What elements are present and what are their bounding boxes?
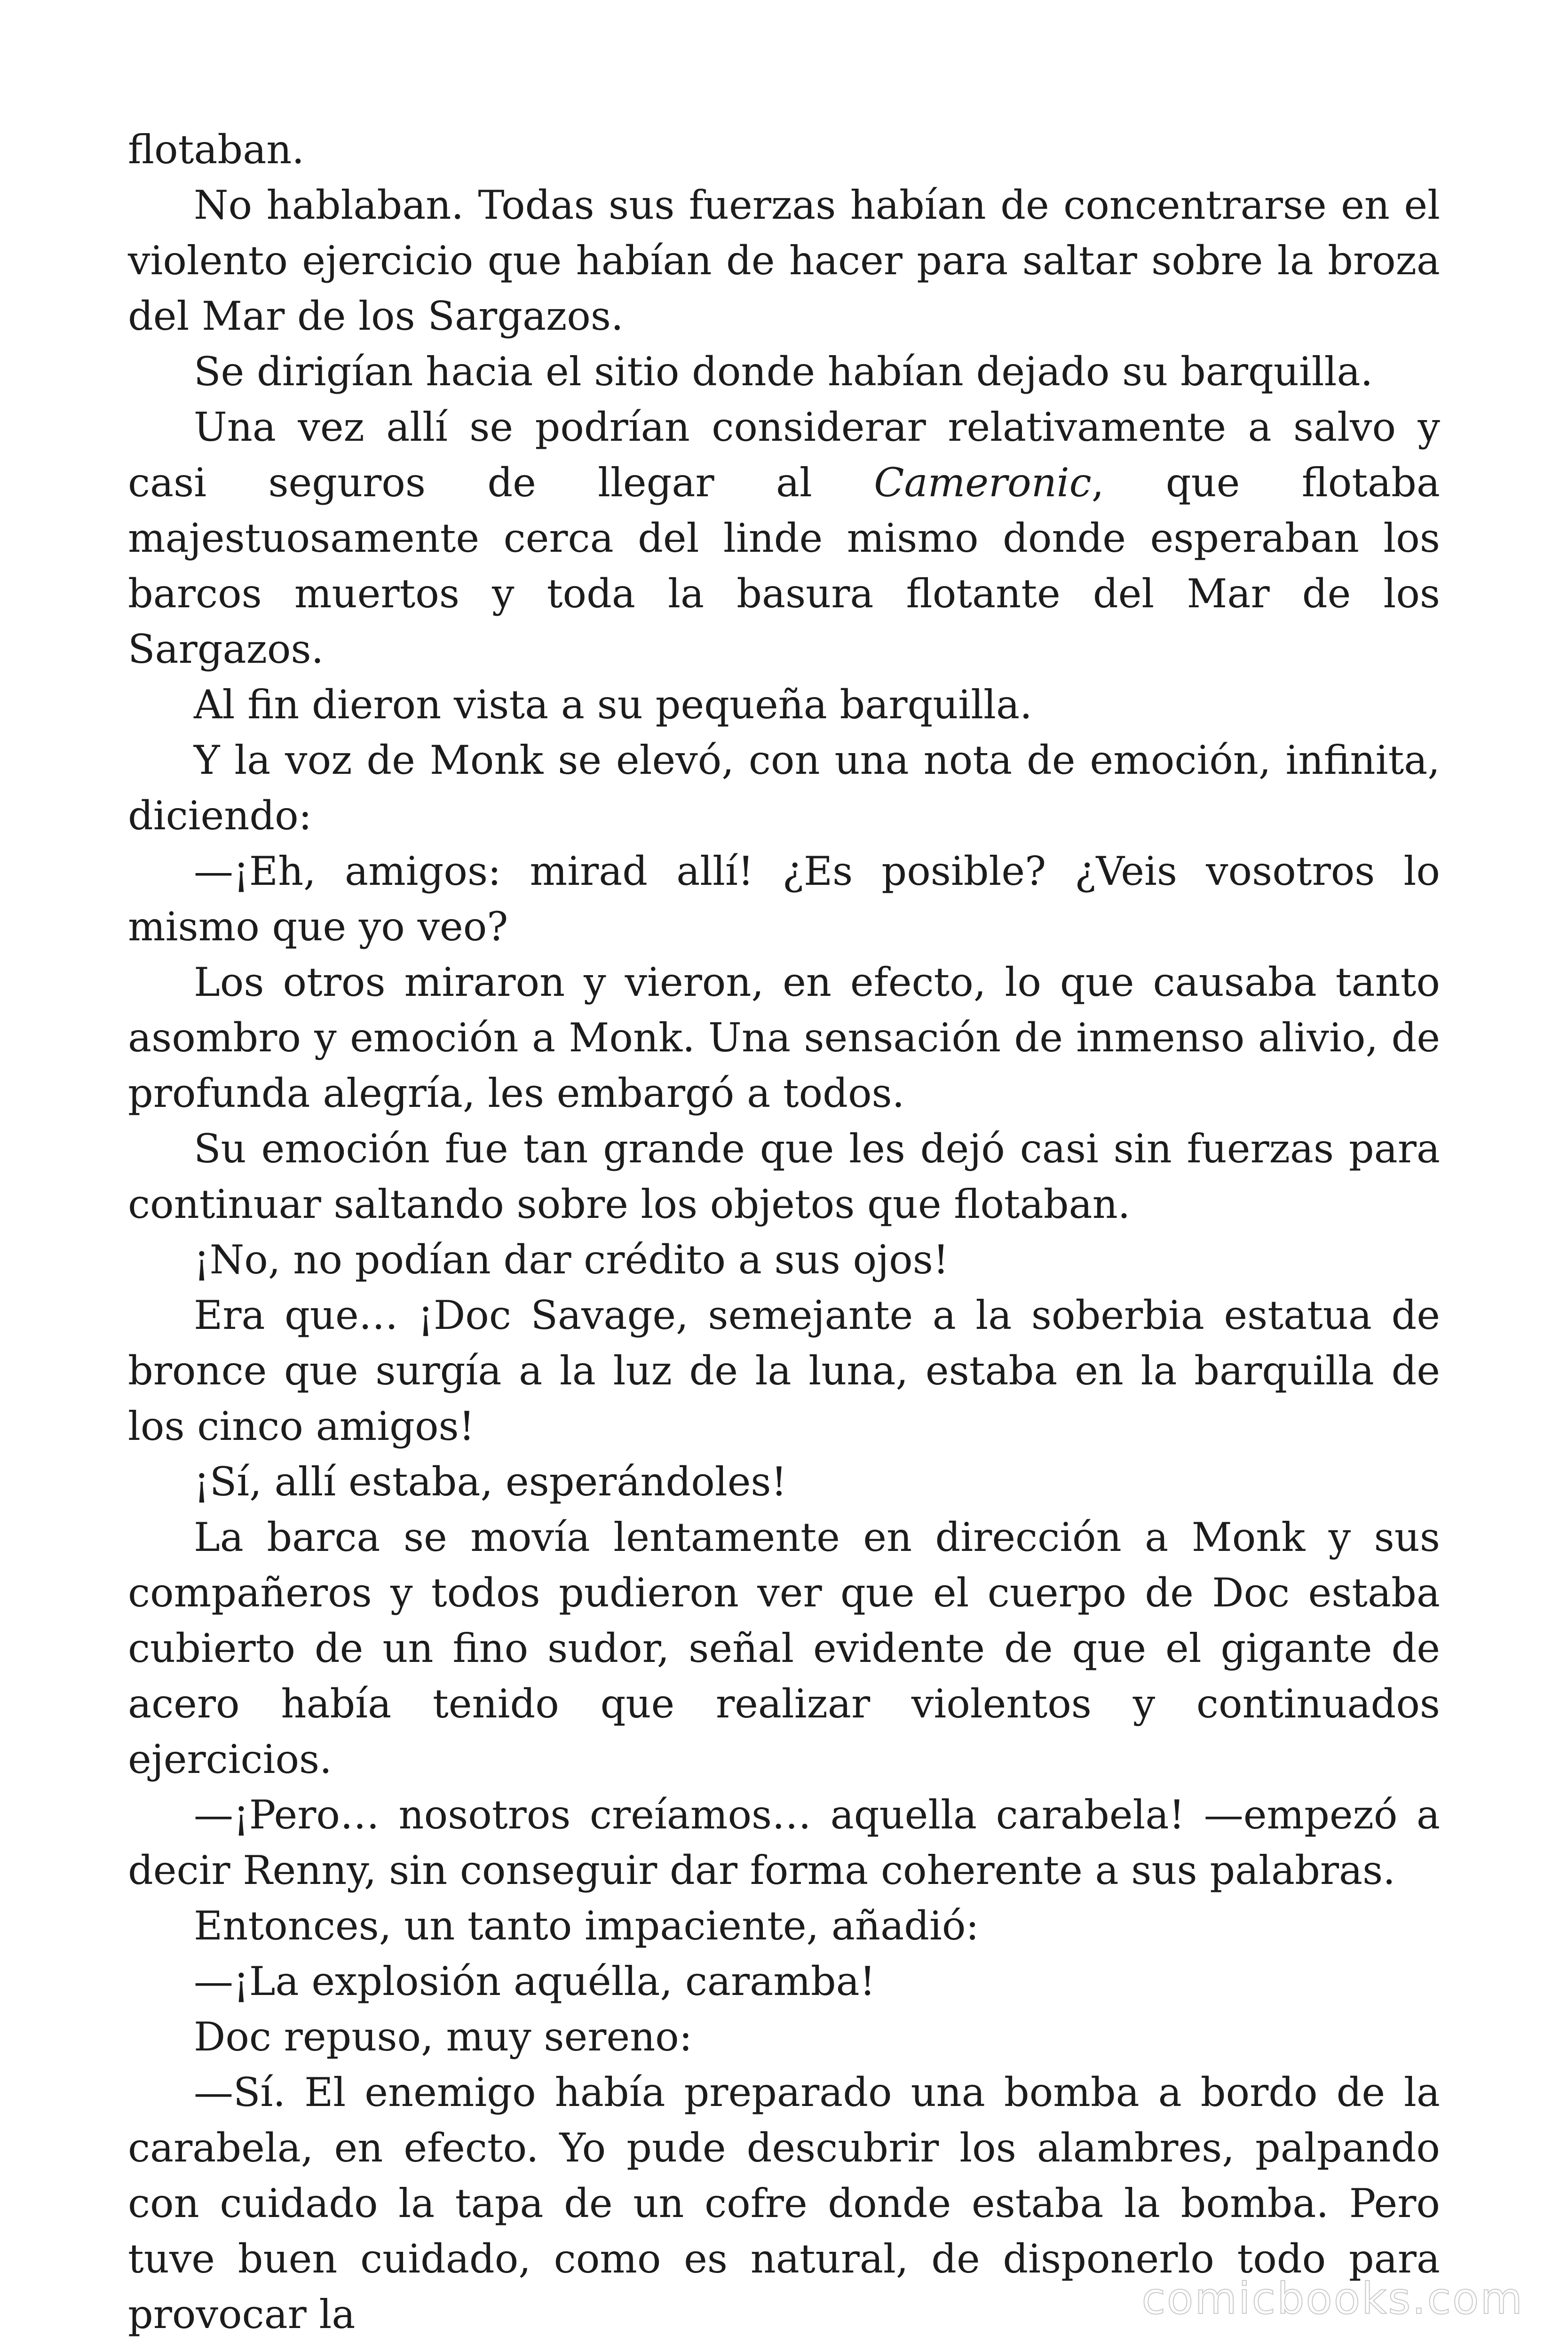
site-watermark: comicbooks.com (1141, 2273, 1524, 2324)
paragraph-10: ¡No, no podían dar crédito a sus ojos! (194, 1237, 949, 1283)
paragraph-13: La barca se movía lentamente en dirección a Monk y sus compañeros y todos pudieron ver que el cuerpo de Doc estaba cubierto de un fino sudor, señal evidente de que el gigante de acero había tenido que realizar violentos y continuados ejercicios. (128, 1514, 1440, 1782)
paragraph-2: No hablaban. Todas sus fuerzas habían de concentrarse en el violento ejercicio que habían de hacer para saltar sobre la broza del Mar de los Sargazos. (128, 182, 1440, 339)
paragraph-9: Su emoción fue tan grande que les dejó casi sin fuerzas para continuar saltando sobre los objetos que flotaban. (128, 1126, 1440, 1227)
paragraph-4-text-before: Una vez allí se podrían considerar relativamente a salvo y casi seguros de llegar al (128, 404, 1440, 506)
paragraph-18: —Sí. El enemigo había preparado una bomba a bordo de la carabela, en efecto. Yo pude descubrir los alambres, palpando con cuidado la tapa de un cofre donde estaba la bomba. Pero tuve buen cuidado, como es natural, de disponerlo todo para provocar la (128, 2069, 1440, 2337)
paragraph-3: Se dirigían hacia el sitio donde habían dejado su barquilla. (194, 349, 1373, 395)
paragraph-5: Al fin dieron vista a su pequeña barquilla. (194, 682, 1032, 728)
paragraph-1: flotaban. (128, 127, 305, 173)
paragraph-11: Era que… ¡Doc Savage, semejante a la soberbia estatua de bronce que surgía a la luz de la luna, estaba en la barquilla de los cinco amigos! (128, 1292, 1440, 1449)
paragraph-7: —¡Eh, amigos: mirad allí! ¿Es posible? ¿Veis vosotros lo mismo que yo veo? (128, 848, 1440, 950)
paragraph-8: Los otros miraron y vieron, en efecto, lo que causaba tanto asombro y emoción a Monk. Una sensación de inmenso alivio, de profunda alegría, les embargó a todos. (128, 959, 1440, 1116)
paragraph-17: Doc repuso, muy sereno: (194, 2014, 693, 2060)
paragraph-14: —¡Pero… nosotros creíamos… aquella carabela! —empezó a decir Renny, sin conseguir dar forma coherente a sus palabras. (128, 1792, 1440, 1893)
paragraph-15: Entonces, un tanto impaciente, añadió: (194, 1903, 979, 1949)
paragraph-16: —¡La explosión aquélla, caramba! (194, 1958, 876, 2004)
paragraph-6: Y la voz de Monk se elevó, con una nota de emoción, infinita, diciendo: (128, 737, 1440, 839)
ship-name-italic: Cameronic (874, 460, 1092, 506)
paragraph-12: ¡Sí, allí estaba, esperándoles! (194, 1459, 787, 1505)
paragraph-4 (128, 399, 1440, 677)
paragraph-4-text-after: , que flotaba majestuosamente cerca del linde mismo donde esperaban los barcos muertos y toda la basura flotante del Mar de los Sargazos. (128, 460, 1440, 672)
